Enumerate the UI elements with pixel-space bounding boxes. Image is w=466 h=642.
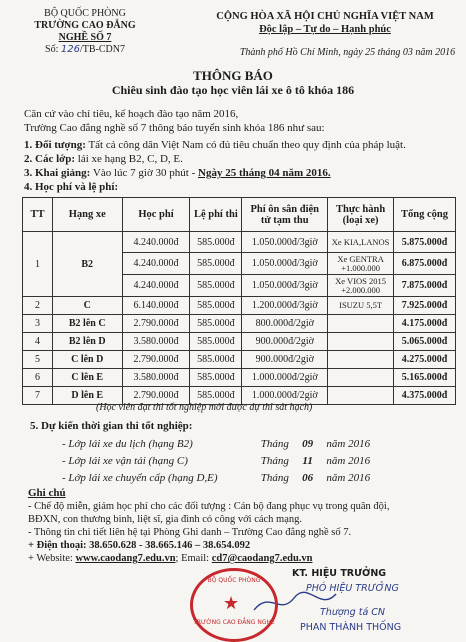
national-heading xyxy=(190,10,460,36)
header-total: Tổng cộng xyxy=(394,198,456,232)
graduation-row: - Lớp lái xe du lịch (hạng B2) Tháng 09 năm 2016 xyxy=(62,438,371,450)
header-class: Hạng xe xyxy=(52,198,122,232)
issuer-block xyxy=(10,8,160,56)
cell-tuition: 2.790.000đ xyxy=(122,315,190,333)
opening-date: Ngày 25 tháng 04 năm 2016. xyxy=(198,167,331,179)
signer-rank: Thượng tá CN xyxy=(320,607,386,618)
cell-tt: 3 xyxy=(23,315,53,333)
cell-tuition: 3.580.000đ xyxy=(122,333,190,351)
cell-total: 4.175.000đ xyxy=(394,315,456,333)
notes-line-1: - Chế độ miễn, giảm học phí cho các đối tượng : Cán bộ đang phục vụ trong quân đội, xyxy=(28,501,390,512)
cell-simulator-fee: 900.000đ/2giờ xyxy=(242,351,328,369)
cell-tt: 1 xyxy=(23,232,53,297)
handwritten-number: 126 xyxy=(60,44,80,55)
cell-tuition: 4.240.000đ xyxy=(122,275,190,297)
graduation-row: - Lớp lái xe chuyển cấp (hạng D,E) Tháng 06 năm 2016 xyxy=(62,472,371,484)
table-header-row xyxy=(23,198,456,232)
cell-tuition: 2.790.000đ xyxy=(122,351,190,369)
document-title: THÔNG BÁO xyxy=(193,68,273,83)
cell-simulator-fee: 1.050.000đ/3giờ xyxy=(242,275,328,297)
table-row xyxy=(23,232,456,253)
cell-tuition: 6.140.000đ xyxy=(122,297,190,315)
cell-class: C xyxy=(52,297,122,315)
graduation-row: - Lớp lái xe vận tải (hạng C) Tháng 11 năm 2016 xyxy=(62,455,371,467)
cell-exam-fee: 585.000đ xyxy=(190,333,242,351)
document-subtitle: Chiêu sinh đào tạo học viên lái xe ô tô khóa 186 xyxy=(111,83,355,97)
cell-class: C lên D xyxy=(52,351,122,369)
notes-heading: Ghi chú xyxy=(28,487,66,499)
cell-simulator-fee: 1.000.000đ/2giờ xyxy=(242,369,328,387)
cell-total: 7.925.000đ xyxy=(394,297,456,315)
header-exam-fee: Lệ phí thi xyxy=(190,198,242,232)
item-classes: 2. Các lớp: lái xe hạng B2, C, D, E. xyxy=(24,153,183,165)
cell-practice: Xe VIOS 2015 +2.000.000 xyxy=(328,275,394,297)
cell-practice: Xe GENTRA +1.000.000 xyxy=(328,253,394,275)
signer-deputy: PHÓ HIỆU TRƯỞNG xyxy=(306,583,399,594)
cell-exam-fee: 585.000đ xyxy=(190,275,242,297)
cell-tt: 6 xyxy=(23,369,53,387)
cell-simulator-fee: 1.050.000đ/3giờ xyxy=(242,232,328,253)
intro-line-2: Trường Cao đẳng nghề số 7 thông báo tuyển sinh khóa 186 như sau: xyxy=(24,122,325,134)
document-number: Số: 126/TB-CDN7 xyxy=(45,44,125,55)
cell-total: 5.065.000đ xyxy=(394,333,456,351)
cell-practice xyxy=(328,315,394,333)
website-link[interactable]: www.caodang7.edu.vn xyxy=(75,553,176,564)
notes-line-2: BĐXN, con thương binh, liệt sĩ, gia đình có công với cách mạng. xyxy=(28,514,302,525)
item-target: 1. Đối tượng: Tất cả công dân Việt Nam có đủ tiêu chuẩn theo quy định của pháp luật. xyxy=(24,139,406,151)
cell-exam-fee: 585.000đ xyxy=(190,369,242,387)
cell-practice: Xe KIA,LANOS xyxy=(328,232,394,253)
cell-exam-fee: 585.000đ xyxy=(190,232,242,253)
cell-simulator-fee: 1.000.000đ/2giờ xyxy=(242,387,328,405)
header-simulator-fee: Phí ôn sân điện tử tạm thu xyxy=(242,198,328,232)
table-row xyxy=(23,369,456,387)
cell-exam-fee: 585.000đ xyxy=(190,253,242,275)
official-stamp: BỘ QUỐC PHÒNG ★ TRƯỜNG CAO ĐẲNG NGHỀ xyxy=(190,568,278,642)
cell-class: B2 xyxy=(52,232,122,297)
cell-total: 5.165.000đ xyxy=(394,369,456,387)
school-name-line1: TRƯỜNG CAO ĐẲNG xyxy=(34,20,136,31)
cell-class: B2 lên D xyxy=(52,333,122,351)
table-footnote: (Học viên đạt thi tốt nghiệp mới được dự thi sát hạch) xyxy=(96,402,313,413)
email-link[interactable]: cd7@caodang7.edu.vn xyxy=(211,553,313,564)
star-icon: ★ xyxy=(223,593,240,613)
cell-simulator-fee: 1.200.000đ/3giờ xyxy=(242,297,328,315)
cell-tuition: 2.790.000đ xyxy=(122,387,190,405)
cell-class: C lên E xyxy=(52,369,122,387)
cell-tt: 5 xyxy=(23,351,53,369)
table-row xyxy=(23,351,456,369)
cell-exam-fee: 585.000đ xyxy=(190,387,242,405)
notes-phone: + Điện thoại: 38.650.628 - 38.665.146 – 38.654.092 xyxy=(28,540,251,551)
cell-total: 6.875.000đ xyxy=(394,253,456,275)
cell-exam-fee: 585.000đ xyxy=(190,351,242,369)
cell-practice xyxy=(328,333,394,351)
issue-date: Thành phố Hồ Chí Minh, ngày 25 tháng 03 năm 2016 xyxy=(239,47,456,58)
cell-exam-fee: 585.000đ xyxy=(190,315,242,333)
cell-total: 7.875.000đ xyxy=(394,275,456,297)
cell-practice xyxy=(328,387,394,405)
header-tt: TT xyxy=(23,198,53,232)
country-name: CỘNG HÒA XÃ HỘI CHỦ NGHĨA VIỆT NAM xyxy=(216,11,434,22)
cell-practice xyxy=(328,369,394,387)
cell-tuition: 3.580.000đ xyxy=(122,369,190,387)
signer-role: KT. HIỆU TRƯỞNG xyxy=(292,568,387,579)
cell-simulator-fee: 1.050.000đ/3giờ xyxy=(242,253,328,275)
cell-simulator-fee: 900.000đ/2giờ xyxy=(242,333,328,351)
table-row xyxy=(23,297,456,315)
cell-class: D lên E xyxy=(52,387,122,405)
header-tuition: Học phí xyxy=(122,198,190,232)
national-motto: Độc lập – Tự do – Hạnh phúc xyxy=(259,24,391,35)
cell-practice xyxy=(328,351,394,369)
cell-tt: 4 xyxy=(23,333,53,351)
cell-tuition: 4.240.000đ xyxy=(122,253,190,275)
table-row xyxy=(23,333,456,351)
cell-tt: 2 xyxy=(23,297,53,315)
intro-line-1: Căn cứ vào chỉ tiêu, kế hoạch đào tạo năm 2016, xyxy=(24,108,239,120)
school-name-line2: NGHỀ SỐ 7 xyxy=(58,32,112,43)
table-row xyxy=(23,315,456,333)
cell-simulator-fee: 800.000đ/2giờ xyxy=(242,315,328,333)
cell-total: 5.875.000đ xyxy=(394,232,456,253)
signer-name: PHAN THÀNH THỐNG xyxy=(300,622,402,633)
cell-tt: 7 xyxy=(23,387,53,405)
cell-total: 4.275.000đ xyxy=(394,351,456,369)
ministry-name: BỘ QUỐC PHÒNG xyxy=(44,8,126,19)
cell-practice: ISUZU 5,5T xyxy=(328,297,394,315)
notes-line-3: - Thông tin chi tiết liên hệ tại Phòng Ghi danh – Trường Cao đẳng nghề số 7. xyxy=(28,527,352,538)
cell-total: 4.375.000đ xyxy=(394,387,456,405)
item-fees-heading: 4. Học phí và lệ phí: xyxy=(24,181,119,193)
cell-tuition: 4.240.000đ xyxy=(122,232,190,253)
notes-web-email: + Website: www.caodang7.edu.vn; Email: cd7@caodang7.edu.vn xyxy=(28,553,313,564)
cell-exam-fee: 585.000đ xyxy=(190,297,242,315)
fee-table xyxy=(22,197,456,405)
item-opening: 3. Khai giảng: Vào lúc 7 giờ 30 phút - Ngày 25 tháng 04 năm 2016. xyxy=(24,167,331,179)
cell-class: B2 lên C xyxy=(52,315,122,333)
graduation-heading: 5. Dự kiến thời gian thi tốt nghiệp: xyxy=(30,420,193,432)
header-practice: Thực hành (loại xe) xyxy=(328,198,394,232)
